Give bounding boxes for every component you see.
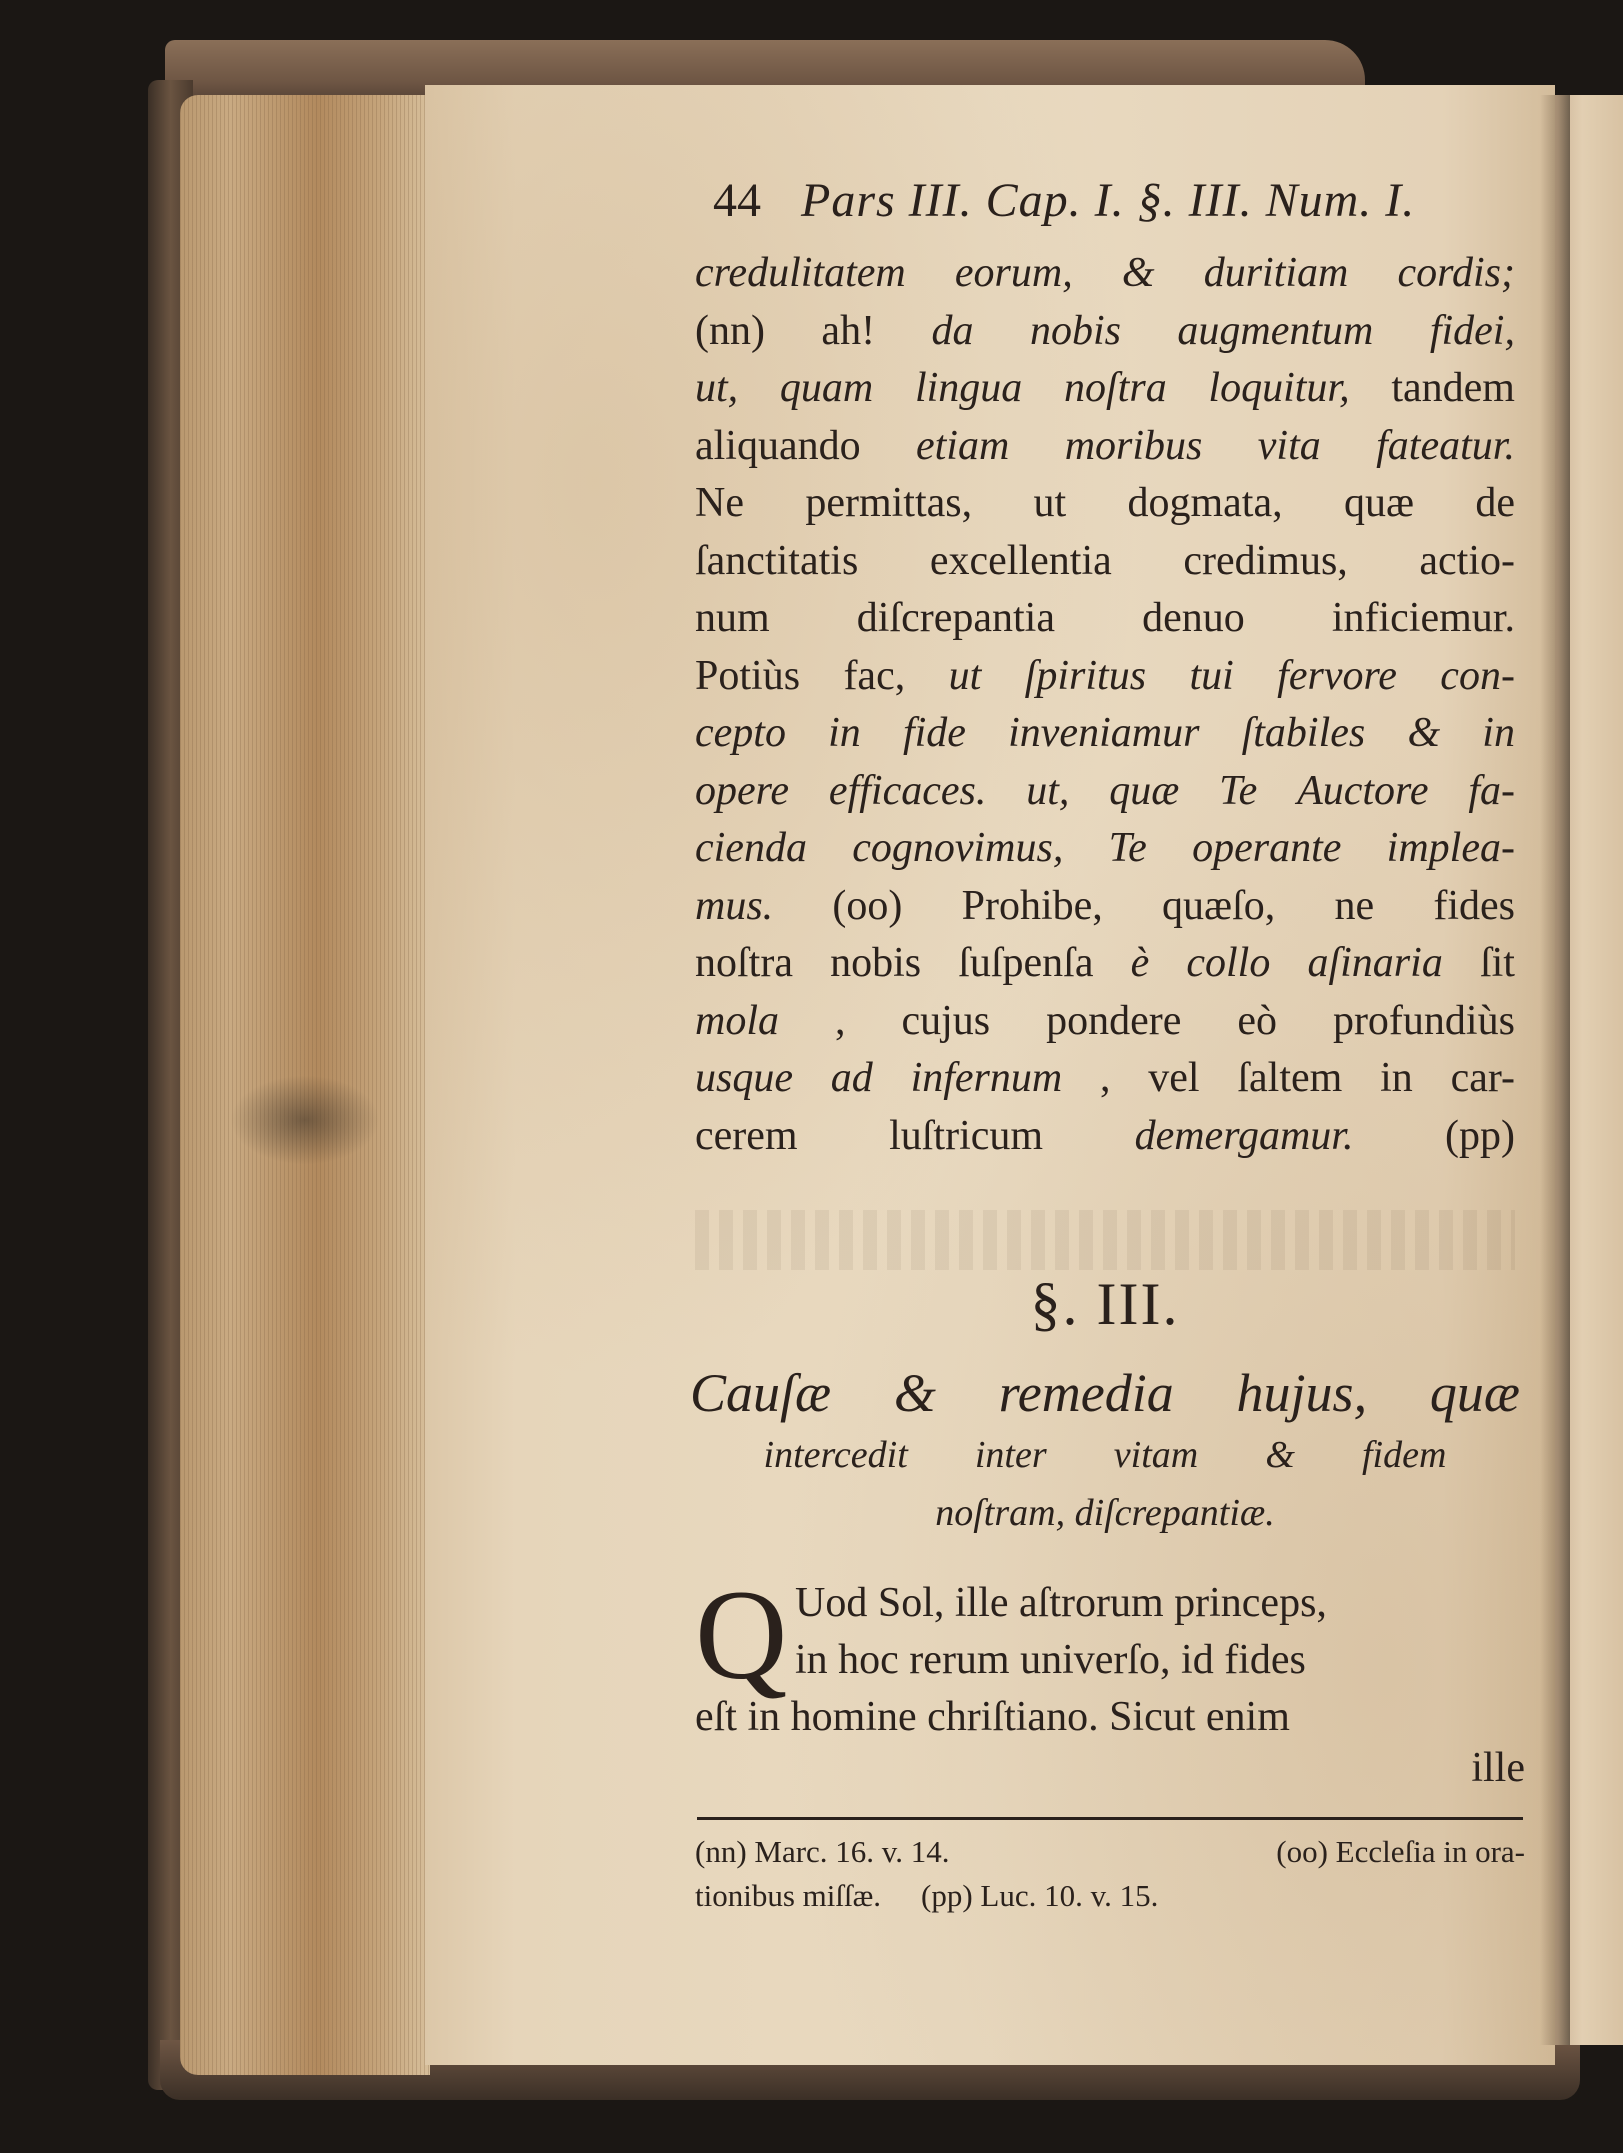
word: ah!	[821, 307, 876, 354]
word: aſinaria	[1307, 940, 1443, 986]
running-title: Pars III. Cap. I. §. III. Num. I.	[801, 174, 1416, 227]
body-line	[695, 1108, 1515, 1166]
title-word: intercedit	[763, 1434, 908, 1476]
word: in	[1482, 710, 1515, 756]
word: &	[1121, 250, 1155, 296]
body-line-text	[695, 993, 1515, 1051]
word: in	[1380, 1055, 1413, 1101]
word: nobis	[830, 940, 922, 986]
word: ut	[948, 652, 982, 699]
word: usque	[695, 1055, 793, 1101]
body-line	[695, 705, 1515, 763]
word: Ne	[695, 480, 744, 526]
word: (nn)	[695, 307, 765, 354]
title-word: hujus,	[1236, 1363, 1368, 1423]
word: credulitatem	[695, 250, 906, 296]
body-line-text	[695, 1108, 1515, 1166]
word: ,	[1100, 1055, 1111, 1101]
word: permittas,	[805, 480, 973, 526]
word: fervore	[1277, 652, 1397, 699]
section-title	[690, 1360, 1520, 1542]
body-line-text	[695, 1050, 1515, 1108]
word: actio-	[1419, 537, 1515, 584]
word: cujus	[901, 997, 991, 1044]
drop-cap: Q	[695, 1564, 788, 1706]
word: luſtricum	[889, 1112, 1044, 1159]
word: quam	[779, 365, 874, 411]
word: mola	[695, 997, 779, 1044]
word: con-	[1440, 652, 1515, 699]
word: cerem	[695, 1112, 798, 1159]
word: è	[1130, 940, 1150, 986]
footnote-line	[695, 1830, 1525, 1874]
word: quæſo,	[1162, 882, 1276, 929]
word: mus.	[695, 882, 774, 929]
body-line-text	[695, 360, 1515, 418]
word: ut,	[695, 365, 739, 411]
body-line	[695, 1050, 1515, 1108]
body-line-text	[695, 303, 1515, 361]
word: in	[828, 710, 861, 756]
word: fide	[902, 710, 966, 756]
word: dogmata,	[1127, 480, 1283, 526]
body-line	[695, 475, 1515, 533]
word: loquitur,	[1208, 365, 1350, 411]
word: quæ	[1109, 767, 1180, 814]
word: Te	[1108, 825, 1147, 871]
word: ſuſpenſa	[958, 940, 1094, 986]
title-word: Cauſæ	[690, 1363, 832, 1423]
body-line-text	[695, 418, 1515, 476]
footnote-oo-continued: tionibus miſſæ.	[695, 1878, 882, 1913]
word: fateatur.	[1376, 422, 1515, 469]
word: ſanctitatis	[695, 537, 859, 584]
word: demergamur.	[1134, 1112, 1354, 1159]
section-title-line-3: noſtram, diſcrepantiæ.	[935, 1492, 1275, 1534]
body-line	[695, 648, 1515, 706]
title-word: remedia	[998, 1363, 1174, 1423]
footnote-oo: (oo) Eccleſia in ora-	[1276, 1834, 1525, 1869]
word: noſtra	[1064, 365, 1167, 411]
body-line-text	[695, 245, 1515, 303]
word: duritiam	[1203, 250, 1349, 296]
word: pondere	[1046, 997, 1182, 1044]
word: denuo	[1142, 595, 1245, 641]
footnote-pp: (pp) Luc. 10. v. 15.	[921, 1878, 1159, 1913]
word: (pp)	[1445, 1112, 1515, 1159]
title-word: &	[1265, 1434, 1295, 1476]
word: etiam	[916, 422, 1010, 469]
body-line	[695, 993, 1515, 1051]
word: Prohibe,	[961, 882, 1103, 929]
body-line-text	[695, 763, 1515, 821]
word: tandem	[1391, 365, 1515, 411]
word: operante	[1192, 825, 1342, 871]
word: efficaces.	[828, 767, 987, 814]
paragraph-line: eſt in homine chriſtiano. Sicut enim	[695, 1694, 1290, 1740]
title-word: quæ	[1429, 1363, 1520, 1423]
word: de	[1475, 480, 1515, 526]
word: inveniamur	[1008, 710, 1200, 756]
word: Auctore	[1297, 767, 1429, 814]
word: profundiùs	[1332, 997, 1515, 1044]
word: ut	[1033, 480, 1067, 526]
word: credimus,	[1183, 537, 1348, 584]
footnote-line	[695, 1874, 1525, 1918]
word: cordis;	[1397, 250, 1515, 296]
word: Potiùs	[695, 652, 801, 699]
running-head	[713, 173, 1503, 233]
word: &	[1407, 710, 1441, 756]
word: nobis	[1029, 307, 1121, 354]
body-line-text	[695, 648, 1515, 706]
word: augmentum	[1177, 307, 1374, 354]
word: moribus	[1064, 422, 1203, 469]
body-line	[695, 418, 1515, 476]
word: ſit	[1479, 940, 1515, 986]
word: opere	[695, 767, 790, 814]
edge-stain	[230, 1075, 380, 1165]
body-line	[695, 590, 1515, 648]
paragraph-line: Uod Sol, ille aſtrorum princeps,	[795, 1580, 1327, 1626]
body-line-text	[695, 475, 1515, 533]
section-title-line-2	[690, 1426, 1520, 1484]
body-line-text	[695, 935, 1515, 993]
word: fac,	[843, 652, 906, 699]
word: lingua	[914, 365, 1023, 411]
word: implea-	[1386, 825, 1515, 871]
word: car-	[1450, 1055, 1515, 1101]
word: vita	[1257, 422, 1321, 469]
body-line	[695, 360, 1515, 418]
word: ſtabiles	[1241, 710, 1366, 756]
page-edges	[180, 95, 430, 2075]
title-word: inter	[974, 1434, 1047, 1476]
word: ,	[834, 997, 846, 1044]
section-title-line-1	[690, 1360, 1520, 1426]
page-number: 44	[713, 174, 761, 227]
body-text	[695, 245, 1515, 1165]
word: ſaltem	[1237, 1055, 1343, 1101]
word: fides	[1433, 882, 1515, 929]
footnotes	[695, 1830, 1525, 1918]
word: cognovimus,	[852, 825, 1064, 871]
body-line	[695, 763, 1515, 821]
catchword: ille	[1471, 1745, 1525, 1791]
body-line-text	[695, 820, 1515, 878]
book-page	[425, 85, 1555, 2065]
section-heading: §. III.	[1030, 1271, 1180, 1337]
body-line-text	[695, 705, 1515, 763]
word: ut,	[1026, 767, 1070, 814]
word: tui	[1189, 652, 1234, 699]
page-gutter	[1540, 95, 1570, 2045]
footnote-rule	[697, 1817, 1523, 1820]
paragraph	[695, 1564, 1525, 1746]
word: ne	[1334, 882, 1375, 929]
body-line-text	[695, 878, 1515, 936]
word: inficiemur.	[1331, 595, 1515, 641]
word: cepto	[695, 710, 786, 756]
body-line	[695, 935, 1515, 993]
show-through-text	[695, 1210, 1515, 1270]
body-line	[695, 303, 1515, 361]
word: da	[931, 307, 974, 354]
word: (oo)	[832, 882, 903, 929]
title-word: &	[893, 1363, 936, 1423]
word: ſpiritus	[1024, 652, 1147, 699]
word: fa-	[1468, 767, 1515, 814]
word: fidei,	[1429, 307, 1515, 354]
word: eorum,	[954, 250, 1073, 296]
word: aliquando	[695, 422, 861, 469]
body-line	[695, 820, 1515, 878]
word: ad	[830, 1055, 873, 1101]
footnote-nn: (nn) Marc. 16. v. 14.	[695, 1834, 950, 1869]
word: noſtra	[695, 940, 793, 986]
title-word: vitam	[1113, 1434, 1199, 1476]
word: infernum	[910, 1055, 1063, 1101]
word: cienda	[695, 825, 807, 871]
word: Te	[1219, 767, 1258, 814]
word: diſcrepantia	[856, 595, 1055, 641]
word: eò	[1237, 997, 1277, 1044]
word: num	[695, 595, 770, 641]
body-line	[695, 245, 1515, 303]
body-line	[695, 533, 1515, 591]
paragraph-line: in hoc rerum univerſo, id fides	[795, 1637, 1306, 1683]
word: vel	[1148, 1055, 1200, 1101]
body-line	[695, 878, 1515, 936]
title-word: fidem	[1361, 1434, 1447, 1476]
word: excellentia	[929, 537, 1112, 584]
body-line-text	[695, 590, 1515, 648]
word: quæ	[1343, 480, 1414, 526]
word: collo	[1186, 940, 1271, 986]
body-line-text	[695, 533, 1515, 591]
